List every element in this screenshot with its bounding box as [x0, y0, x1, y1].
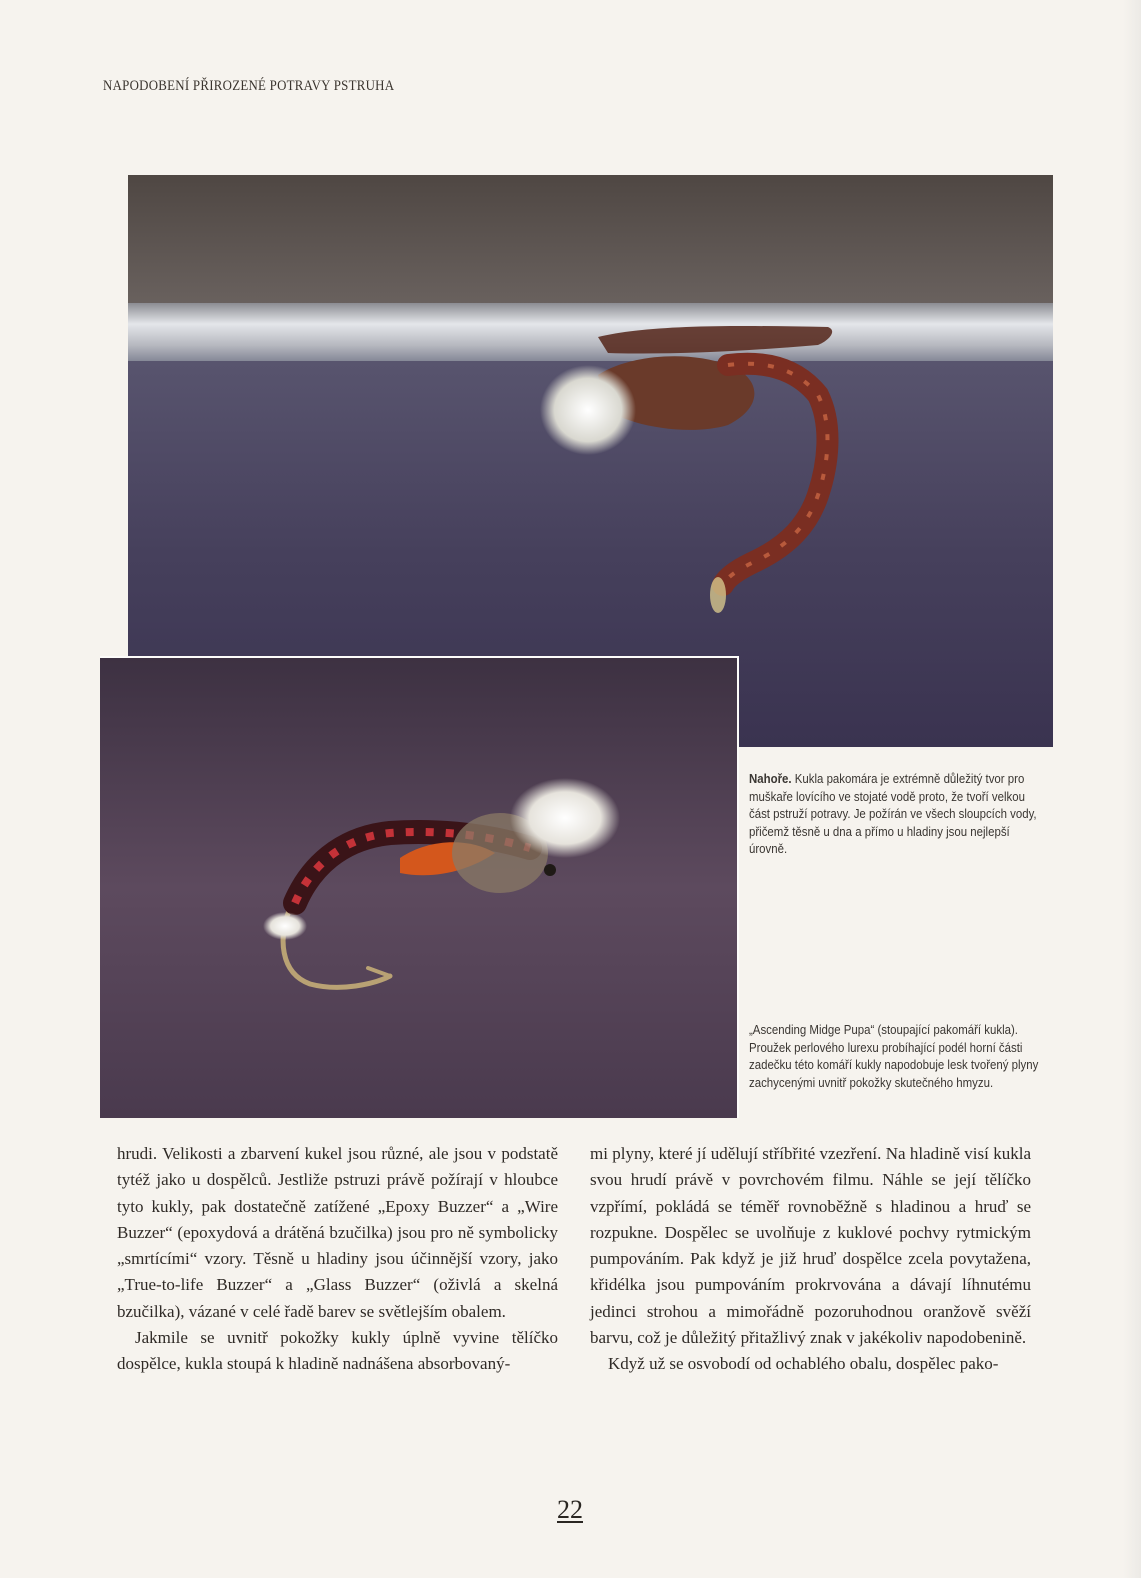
page-edge [1123, 0, 1141, 1578]
caption-lead: Nahoře. [749, 771, 792, 786]
paragraph: mi plyny, které jí udělují stříbřité vzezření. Na hladině visí kukla svou hrudí právě v povrchovém filmu. Náhle se její tělíčko vzpřímí, pokládá se téměř rovnoběžně s hladinou a hruď se rozpukne. Dospělec se uvolňuje z kuklové pochvy rytmickým pumpováním. Pak když je již hruď dospělce zcela povytažena, křidélka jsou pumpováním prokrvována a dávají líhnutému jedinci strohou a mimořádně pozoruhodnou oranžově svěží barvu, což je důležitý přitažlivý znak v jakékoliv napodobenině. [590, 1144, 1031, 1348]
photo-caption-bottom [749, 1021, 1044, 1091]
body-column-right [590, 1141, 1031, 1378]
photo-caption-top [749, 770, 1044, 858]
page-number: 22 [557, 1495, 583, 1524]
caption-text: Kukla pakomára je extrémně důležitý tvor pro muškaře lovícího ve stojaté vodě proto, že tvoří velkou část pstruží potravy. Je požírán ve všech sloupcích vody, přičemž těsně u dna a přímo u hladiny jsou nejlepší úrovně. [749, 771, 1037, 856]
paragraph: hrudi. Velikosti a zbarvení kukel jsou různé, ale jsou v podstatě tytéž jako u dospělců. Jestliže pstruzi právě požírají v hloubce tyto kukly, pak dostatečně zatížené „Epoxy Buzzer“ a „Wire Buzzer“ (epoxydová a drátěná bzučilka) jsou pro ně symbolicky „smrtícími“ vzory. Těsně u hladiny jsou účinnější vzory, jako „True-to-life Buzzer“ a „Glass Buzzer“ (oživlá a skelná bzučilka), vázané v celé řadě barev se světlejším obalem. [117, 1144, 558, 1321]
paragraph: Jakmile se uvnitř pokožky kukly úplně vyvine tělíčko dospělce, kukla stoupá k hladině nadnášena absorbovaný- [117, 1328, 558, 1374]
fly-pattern-illustration [100, 658, 737, 1118]
paragraph: Když už se osvobodí od ochablého obalu, dospělec pako- [608, 1354, 999, 1374]
fly-pattern-photo [100, 656, 739, 1118]
body-column-left [117, 1141, 558, 1378]
running-head: NAPODOBENÍ PŘIROZENÉ POTRAVY PSTRUHA [103, 78, 395, 94]
caption-text: „Ascending Midge Pupa“ (stoupající pakomáří kukla). Proužek perlového lurexu probíhající podél horní části zadečku této komáří kukly napodobuje lesk tvořený plyny zachycenými uvnitř pokožky skutečného hmyzu. [749, 1022, 1039, 1090]
